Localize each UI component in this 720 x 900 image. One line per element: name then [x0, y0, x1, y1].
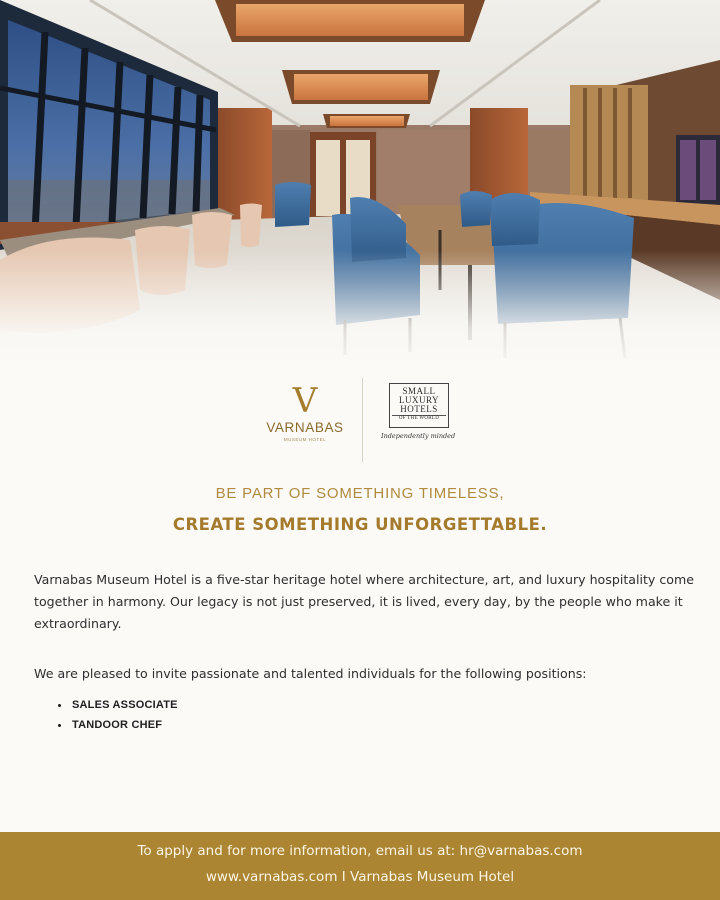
varnabas-name: VARNABAS [266, 420, 344, 435]
footer-apply-text: To apply and for more information, email us at: hr@varnabas.com [137, 843, 583, 859]
hero-fade-overlay [0, 250, 720, 370]
footer-website-text: www.varnabas.com I Varnabas Museum Hotel [205, 869, 515, 885]
slh-line-1: SMALL [402, 386, 436, 396]
positions-list [58, 695, 178, 735]
varnabas-logo [258, 381, 352, 442]
headline-line-2: CREATE SOMETHING UNFORGETTABLE. [172, 515, 548, 534]
position-item: SALES ASSOCIATE [58, 695, 178, 715]
logo-bar [0, 378, 720, 464]
hero-photo [0, 0, 720, 370]
footer-bar [0, 832, 720, 900]
intro-paragraph: Varnabas Museum Hotel is a five-star heritage hotel where architecture, art, and luxury hospitality come together in harmony. Our legacy is not just preserved, it is lived, every day, by the people who make it extraordinary. [34, 572, 695, 631]
varnabas-subtitle: MUSEUM HOTEL [283, 437, 327, 442]
logo-divider [362, 378, 363, 462]
slh-signature: Independently minded [381, 432, 456, 440]
headline-line-1: BE PART OF SOMETHING TIMELESS, [215, 485, 505, 502]
slh-line-2: LUXURY [398, 395, 439, 405]
slh-small: OF THE WORLD [392, 415, 446, 422]
invite-paragraph: We are pleased to invite passionate and talented individuals for the following positions: [34, 666, 587, 681]
slh-logo [389, 383, 449, 428]
position-item: TANDOOR CHEF [58, 715, 178, 735]
slh-line-3: HOTELS [400, 404, 438, 414]
varnabas-mark: V [292, 381, 318, 421]
